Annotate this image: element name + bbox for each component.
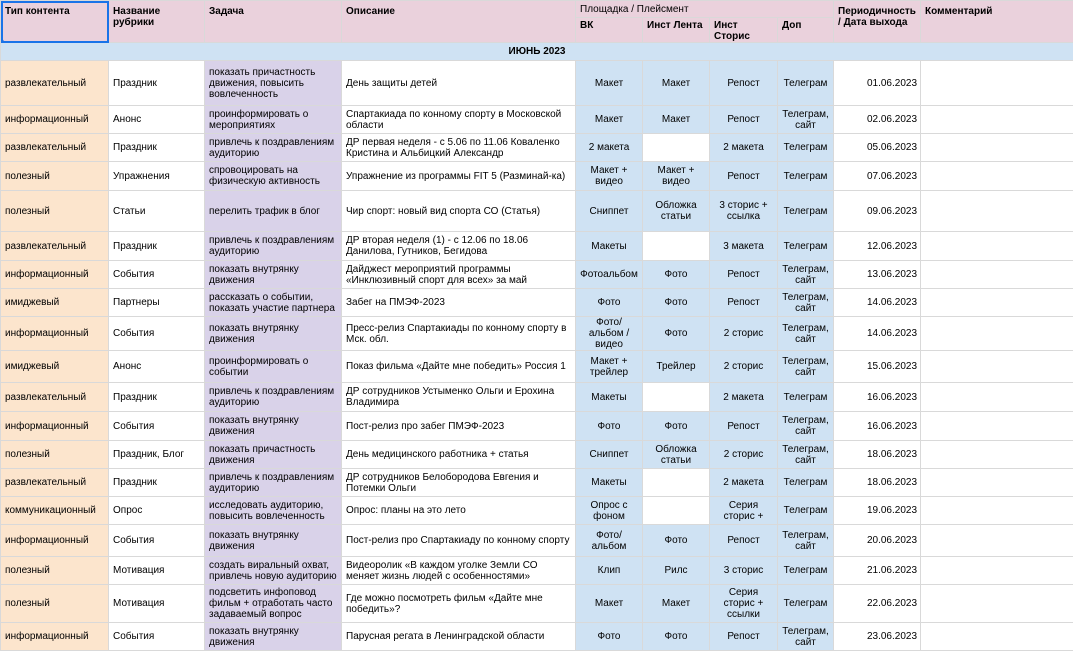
cell-comment[interactable]	[921, 557, 1073, 585]
selection-handle[interactable]	[1, 39, 5, 43]
cell-description[interactable]: Пресс-релиз Спартакиады по конному спорту в Мск. обл.	[342, 317, 576, 351]
table-row	[1, 351, 1073, 383]
table-row	[1, 441, 1073, 469]
cell-comment[interactable]	[921, 261, 1073, 289]
cell-task[interactable]: перелить трафик в блог	[205, 191, 342, 232]
cell-description[interactable]: ДР первая неделя - с 5.06 по 11.06 Коваленко Кристина и Альбицкий Александр	[342, 134, 576, 162]
cell-extra[interactable]: Телеграм	[778, 162, 834, 191]
cell-description[interactable]: День защиты детей	[342, 61, 576, 106]
cell-rubric[interactable]: Опрос	[109, 497, 205, 525]
header-inst-stories[interactable]: Инст Сторис	[710, 18, 778, 43]
cell-content-type[interactable]: развлекательный	[1, 232, 109, 261]
cell-description[interactable]: Спартакиада по конному спорту в Московской области	[342, 106, 576, 134]
table-row	[1, 191, 1073, 232]
cell-content-type[interactable]: полезный	[1, 585, 109, 623]
cell-extra[interactable]: Телеграм, сайт	[778, 441, 834, 469]
header-task[interactable]: Задача	[205, 1, 342, 43]
cell-content-type[interactable]: полезный	[1, 557, 109, 585]
cell-description[interactable]: Забег на ПМЭФ-2023	[342, 289, 576, 317]
cell-comment[interactable]	[921, 162, 1073, 191]
cell-vk[interactable]: Фото/альбом	[576, 525, 643, 557]
cell-extra[interactable]: Телеграм	[778, 191, 834, 232]
cell-task[interactable]: показать внутрянку движения	[205, 261, 342, 289]
cell-rubric[interactable]: Праздник	[109, 134, 205, 162]
cell-inst-feed[interactable]: Макет	[643, 106, 710, 134]
cell-comment[interactable]	[921, 232, 1073, 261]
month-row	[1, 43, 1073, 61]
cell-vk[interactable]: Макет	[576, 106, 643, 134]
cell-description[interactable]: Где можно посмотреть фильм «Дайте мне победить»?	[342, 585, 576, 623]
cell-rubric[interactable]: События	[109, 317, 205, 351]
cell-inst-stories[interactable]: Репост	[710, 412, 778, 441]
cell-extra[interactable]: Телеграм, сайт	[778, 412, 834, 441]
header-inst-feed[interactable]: Инст Лента	[643, 18, 710, 43]
cell-content-type[interactable]: имиджевый	[1, 351, 109, 383]
cell-extra[interactable]: Телеграм	[778, 585, 834, 623]
cell-rubric[interactable]: Упражнения	[109, 162, 205, 191]
table-row	[1, 623, 1073, 651]
cell-extra[interactable]: Телеграм, сайт	[778, 317, 834, 351]
cell-extra[interactable]: Телеграм, сайт	[778, 623, 834, 651]
cell-inst-feed[interactable]	[643, 469, 710, 497]
cell-vk[interactable]: Фото	[576, 289, 643, 317]
cell-task[interactable]: показать причастность движения, повысить вовлеченность	[205, 61, 342, 106]
table-row	[1, 106, 1073, 134]
cell-rubric[interactable]: Статьи	[109, 191, 205, 232]
cell-comment[interactable]	[921, 497, 1073, 525]
cell-task[interactable]: рассказать о событии, показать участие партнера	[205, 289, 342, 317]
cell-content-type[interactable]: информационный	[1, 623, 109, 651]
cell-inst-feed[interactable]	[643, 497, 710, 525]
cell-date[interactable]: 18.06.2023	[834, 441, 921, 469]
cell-date[interactable]: 05.06.2023	[834, 134, 921, 162]
cell-task[interactable]: спровоцировать на физическую активность	[205, 162, 342, 191]
cell-date[interactable]: 14.06.2023	[834, 289, 921, 317]
header-platform[interactable]: Площадка / Плейсмент	[576, 1, 834, 18]
cell-description[interactable]: Видеоролик «В каждом уголке Земли СО меняет жизнь людей с особенностями»	[342, 557, 576, 585]
cell-vk[interactable]: Сниппет	[576, 441, 643, 469]
cell-inst-stories[interactable]: 3 макета	[710, 232, 778, 261]
cell-inst-stories[interactable]: Репост	[710, 289, 778, 317]
cell-date[interactable]: 15.06.2023	[834, 351, 921, 383]
cell-description[interactable]: Дайджест мероприятий программы «Инклюзивный спорт для всех» за май	[342, 261, 576, 289]
cell-comment[interactable]	[921, 317, 1073, 351]
cell-vk[interactable]: Макеты	[576, 232, 643, 261]
cell-inst-stories[interactable]: Репост	[710, 61, 778, 106]
cell-vk[interactable]: Опрос с фоном	[576, 497, 643, 525]
cell-comment[interactable]	[921, 585, 1073, 623]
cell-inst-stories[interactable]: Серия сторис +	[710, 497, 778, 525]
cell-description[interactable]: Парусная регата в Ленинградской области	[342, 623, 576, 651]
cell-description[interactable]: ДР сотрудников Устыменко Ольги и Ерохина Владимира	[342, 383, 576, 412]
month-label[interactable]: ИЮНЬ 2023	[1, 43, 1073, 61]
table-row	[1, 525, 1073, 557]
cell-content-type[interactable]: развлекательный	[1, 383, 109, 412]
cell-date[interactable]: 01.06.2023	[834, 61, 921, 106]
cell-task[interactable]: привлечь к поздравлениям аудиторию	[205, 232, 342, 261]
cell-extra[interactable]: Телеграм	[778, 469, 834, 497]
cell-vk[interactable]: Фото/альбом /видео	[576, 317, 643, 351]
cell-date[interactable]: 13.06.2023	[834, 261, 921, 289]
cell-inst-stories[interactable]: 2 сторис	[710, 317, 778, 351]
cell-inst-feed[interactable]: Макет + видео	[643, 162, 710, 191]
table-row	[1, 317, 1073, 351]
table-row	[1, 469, 1073, 497]
cell-description[interactable]: Опрос: планы на это лето	[342, 497, 576, 525]
cell-task[interactable]: показать внутрянку движения	[205, 525, 342, 557]
cell-inst-feed[interactable]: Фото	[643, 289, 710, 317]
header-extra[interactable]: Доп	[778, 18, 834, 43]
cell-inst-feed[interactable]: Трейлер	[643, 351, 710, 383]
cell-inst-feed[interactable]: Макет	[643, 585, 710, 623]
cell-task[interactable]: привлечь к поздравлениям аудиторию	[205, 469, 342, 497]
cell-vk[interactable]: Макет + трейлер	[576, 351, 643, 383]
cell-vk[interactable]: Клип	[576, 557, 643, 585]
cell-inst-feed[interactable]	[643, 134, 710, 162]
cell-inst-stories[interactable]: 2 макета	[710, 383, 778, 412]
cell-content-type[interactable]: полезный	[1, 162, 109, 191]
cell-inst-stories[interactable]: Репост	[710, 106, 778, 134]
cell-inst-stories[interactable]: Репост	[710, 525, 778, 557]
cell-content-type[interactable]: информационный	[1, 317, 109, 351]
cell-inst-feed[interactable]: Рилс	[643, 557, 710, 585]
cell-comment[interactable]	[921, 383, 1073, 412]
cell-date[interactable]: 21.06.2023	[834, 557, 921, 585]
cell-date[interactable]: 02.06.2023	[834, 106, 921, 134]
cell-content-type[interactable]: информационный	[1, 261, 109, 289]
cell-inst-stories[interactable]: 2 сторис	[710, 441, 778, 469]
cell-date[interactable]: 16.06.2023	[834, 412, 921, 441]
cell-extra[interactable]: Телеграм, сайт	[778, 525, 834, 557]
cell-rubric[interactable]: События	[109, 412, 205, 441]
table-row	[1, 557, 1073, 585]
cell-comment[interactable]	[921, 469, 1073, 497]
cell-comment[interactable]	[921, 106, 1073, 134]
cell-content-type[interactable]: полезный	[1, 441, 109, 469]
cell-inst-feed[interactable]: Обложка статьи	[643, 441, 710, 469]
cell-description[interactable]: Пост-релиз про забег ПМЭФ-2023	[342, 412, 576, 441]
cell-vk[interactable]: 2 макета	[576, 134, 643, 162]
cell-rubric[interactable]: События	[109, 525, 205, 557]
table-row	[1, 289, 1073, 317]
header-date[interactable]: Периодичность / Дата выхода	[834, 1, 921, 43]
cell-extra[interactable]: Телеграм, сайт	[778, 261, 834, 289]
cell-extra[interactable]: Телеграм	[778, 383, 834, 412]
cell-date[interactable]: 20.06.2023	[834, 525, 921, 557]
cell-rubric[interactable]: Праздник	[109, 469, 205, 497]
cell-date[interactable]: 09.06.2023	[834, 191, 921, 232]
cell-inst-stories[interactable]: 3 сторис + ссылка	[710, 191, 778, 232]
cell-content-type[interactable]: информационный	[1, 525, 109, 557]
cell-rubric[interactable]: Праздник	[109, 383, 205, 412]
cell-comment[interactable]	[921, 134, 1073, 162]
cell-content-type[interactable]: коммуникационный	[1, 497, 109, 525]
cell-inst-stories[interactable]: Репост	[710, 623, 778, 651]
cell-task[interactable]: проинформировать о событии	[205, 351, 342, 383]
cell-task[interactable]: показать внутрянку движения	[205, 623, 342, 651]
cell-extra[interactable]: Телеграм	[778, 557, 834, 585]
cell-rubric[interactable]: Праздник	[109, 232, 205, 261]
header-vk[interactable]: ВК	[576, 18, 643, 43]
cell-extra[interactable]: Телеграм	[778, 61, 834, 106]
table-row	[1, 134, 1073, 162]
cell-task[interactable]: показать внутрянку движения	[205, 412, 342, 441]
cell-vk[interactable]: Фото	[576, 623, 643, 651]
header-comment[interactable]: Комментарий	[921, 1, 1073, 43]
cell-rubric[interactable]: Анонс	[109, 351, 205, 383]
cell-content-type[interactable]: полезный	[1, 191, 109, 232]
table-row	[1, 261, 1073, 289]
cell-comment[interactable]	[921, 289, 1073, 317]
cell-extra[interactable]: Телеграм, сайт	[778, 351, 834, 383]
cell-task[interactable]: подсветить инфоповод фильм + отработать часто задаваемый вопрос	[205, 585, 342, 623]
cell-extra[interactable]: Телеграм	[778, 134, 834, 162]
cell-task[interactable]: проинформировать о мероприятиях	[205, 106, 342, 134]
cell-extra[interactable]: Телеграм, сайт	[778, 289, 834, 317]
cell-description[interactable]: Показ фильма «Дайте мне победить» Россия 1	[342, 351, 576, 383]
cell-task[interactable]: показать причастность движения	[205, 441, 342, 469]
header-row	[1, 1, 1073, 18]
cell-inst-feed[interactable]	[643, 232, 710, 261]
cell-vk[interactable]: Макет	[576, 585, 643, 623]
cell-content-type[interactable]: информационный	[1, 106, 109, 134]
cell-vk[interactable]: Макеты	[576, 469, 643, 497]
cell-inst-stories[interactable]: 3 сторис	[710, 557, 778, 585]
cell-date[interactable]: 22.06.2023	[834, 585, 921, 623]
cell-description[interactable]: ДР вторая неделя (1) - с 12.06 по 18.06 Данилова, Гутников, Бегидова	[342, 232, 576, 261]
cell-rubric[interactable]: Праздник	[109, 61, 205, 106]
cell-inst-feed[interactable]: Фото	[643, 317, 710, 351]
cell-comment[interactable]	[921, 525, 1073, 557]
cell-rubric[interactable]: Партнеры	[109, 289, 205, 317]
cell-description[interactable]: День медицинского работника + статья	[342, 441, 576, 469]
cell-rubric[interactable]: Мотивация	[109, 585, 205, 623]
header-content-type[interactable]: Тип контента	[1, 1, 109, 43]
cell-extra[interactable]: Телеграм, сайт	[778, 106, 834, 134]
table-row	[1, 412, 1073, 441]
cell-vk[interactable]: Макет	[576, 61, 643, 106]
cell-vk[interactable]: Фотоальбом	[576, 261, 643, 289]
cell-inst-feed[interactable]: Фото	[643, 525, 710, 557]
cell-task[interactable]: привлечь к поздравлениям аудиторию	[205, 383, 342, 412]
cell-inst-feed[interactable]: Макет	[643, 61, 710, 106]
table-row	[1, 383, 1073, 412]
cell-date[interactable]: 18.06.2023	[834, 469, 921, 497]
cell-content-type[interactable]: развлекательный	[1, 134, 109, 162]
cell-date[interactable]: 16.06.2023	[834, 383, 921, 412]
cell-content-type[interactable]: развлекательный	[1, 469, 109, 497]
cell-description[interactable]: Чир спорт: новый вид спорта СО (Статья)	[342, 191, 576, 232]
cell-content-type[interactable]: имиджевый	[1, 289, 109, 317]
table-row	[1, 61, 1073, 106]
cell-comment[interactable]	[921, 61, 1073, 106]
cell-rubric[interactable]: События	[109, 261, 205, 289]
cell-comment[interactable]	[921, 441, 1073, 469]
cell-extra[interactable]: Телеграм	[778, 497, 834, 525]
table-row	[1, 497, 1073, 525]
cell-task[interactable]: создать виральный охват, привлечь новую аудиторию	[205, 557, 342, 585]
cell-vk[interactable]: Фото	[576, 412, 643, 441]
cell-inst-stories[interactable]: Серия сторис + ссылки	[710, 585, 778, 623]
cell-rubric[interactable]: Мотивация	[109, 557, 205, 585]
table-row	[1, 162, 1073, 191]
cell-inst-feed[interactable]: Фото	[643, 412, 710, 441]
cell-date[interactable]: 14.06.2023	[834, 317, 921, 351]
cell-vk[interactable]: Макет + видео	[576, 162, 643, 191]
header-description[interactable]: Описание	[342, 1, 576, 43]
cell-inst-feed[interactable]: Фото	[643, 261, 710, 289]
cell-inst-stories[interactable]: Репост	[710, 261, 778, 289]
cell-date[interactable]: 12.06.2023	[834, 232, 921, 261]
cell-comment[interactable]	[921, 623, 1073, 651]
cell-comment[interactable]	[921, 351, 1073, 383]
header-rubric[interactable]: Название рубрики	[109, 1, 205, 43]
cell-task[interactable]: показать внутрянку движения	[205, 317, 342, 351]
cell-description[interactable]: ДР сотрудников Белобородова Евгения и Потемки Ольги	[342, 469, 576, 497]
cell-task[interactable]: привлечь к поздравлениям аудиторию	[205, 134, 342, 162]
cell-description[interactable]: Упражнение из программы FIT 5 (Разминай-ка)	[342, 162, 576, 191]
cell-content-type[interactable]: информационный	[1, 412, 109, 441]
cell-vk[interactable]: Макеты	[576, 383, 643, 412]
cell-date[interactable]: 07.06.2023	[834, 162, 921, 191]
cell-inst-stories[interactable]: 2 сторис	[710, 351, 778, 383]
cell-inst-feed[interactable]: Фото	[643, 623, 710, 651]
table-row	[1, 585, 1073, 623]
cell-inst-stories[interactable]: Репост	[710, 162, 778, 191]
cell-rubric[interactable]: Праздник, Блог	[109, 441, 205, 469]
cell-date[interactable]: 19.06.2023	[834, 497, 921, 525]
cell-task[interactable]: исследовать аудиторию, повысить вовлеченность	[205, 497, 342, 525]
cell-date[interactable]: 23.06.2023	[834, 623, 921, 651]
cell-vk[interactable]: Сниппет	[576, 191, 643, 232]
cell-inst-stories[interactable]: 2 макета	[710, 469, 778, 497]
cell-comment[interactable]	[921, 191, 1073, 232]
cell-description[interactable]: Пост-релиз про Спартакиаду по конному спорту	[342, 525, 576, 557]
cell-rubric[interactable]: События	[109, 623, 205, 651]
cell-inst-feed[interactable]	[643, 383, 710, 412]
table-body	[1, 61, 1073, 651]
table-row	[1, 232, 1073, 261]
cell-inst-stories[interactable]: 2 макета	[710, 134, 778, 162]
cell-comment[interactable]	[921, 412, 1073, 441]
cell-rubric[interactable]: Анонс	[109, 106, 205, 134]
cell-extra[interactable]: Телеграм	[778, 232, 834, 261]
cell-inst-feed[interactable]: Обложка статьи	[643, 191, 710, 232]
cell-content-type[interactable]: развлекательный	[1, 61, 109, 106]
